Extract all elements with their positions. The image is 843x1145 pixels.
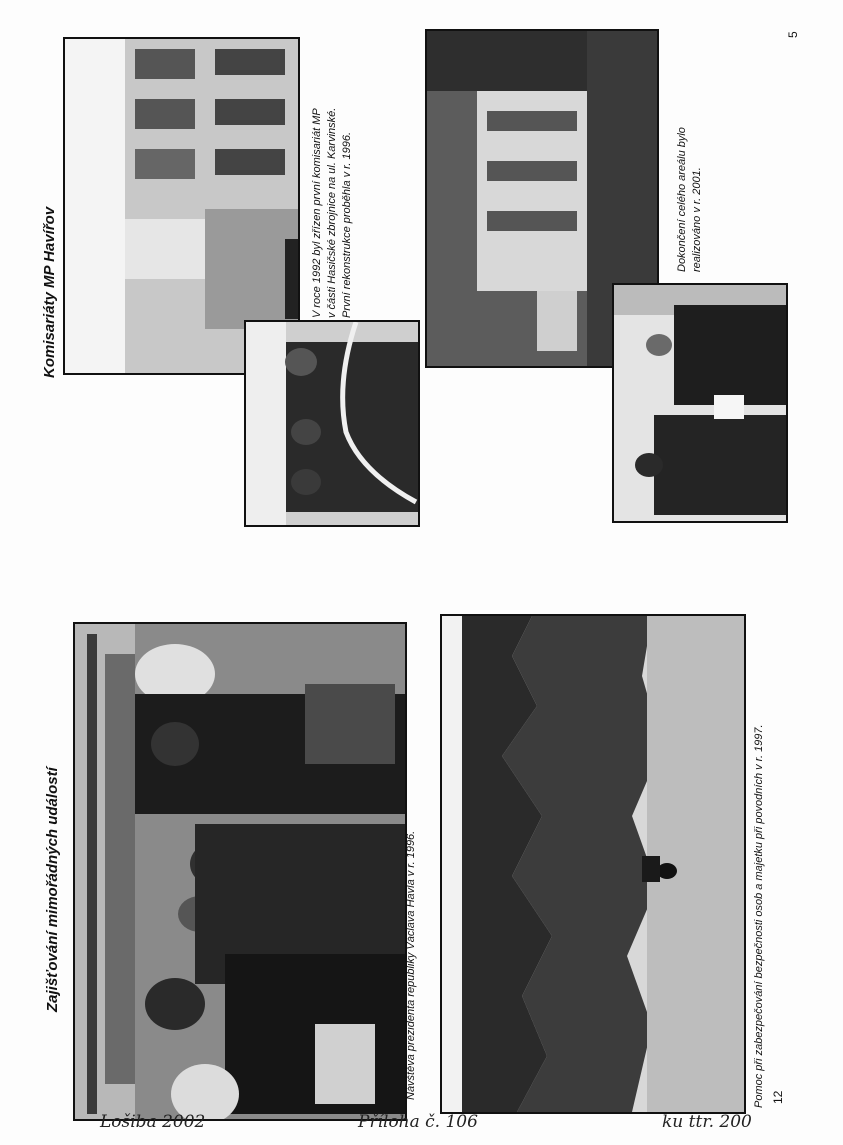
right-page-heading: Komisariáty MP Havířov (41, 206, 58, 378)
photo-president-visit (73, 622, 407, 1121)
caption-complete-complex (675, 127, 705, 272)
photo-inspection (612, 283, 788, 523)
handwritten-note-right: ku ttr. 200 (662, 1112, 752, 1132)
caption-president-visit: Návštěva prezidenta republiky Václava Havla v r. 1996. (405, 830, 417, 1100)
caption-complete-line-1: Dokončení celého areálu bylo (676, 127, 688, 272)
left-page-number: 12 (771, 1090, 785, 1104)
caption-first-line-2: v části Hasičské zbrojnice na ul. Karvinské. (326, 107, 338, 318)
photo-ribbon-cutting (244, 320, 420, 527)
photo-inspection-image (614, 285, 786, 521)
caption-first-line-3: První rekonstrukce proběhla v r. 1996. (341, 131, 353, 318)
handwritten-note-middle: Příloha č. 106 (358, 1112, 478, 1132)
photo-ribbon-cutting-image (246, 322, 418, 525)
caption-flood: Pomoc při zabezpečování bezpečnosti osob a majetku při povodních v r. 1997. (753, 724, 765, 1108)
handwritten-note-left: Lošiba 2002 (100, 1112, 206, 1132)
left-page-heading: Zajišťování mimořádných událostí (44, 767, 61, 1012)
photo-flood-image (442, 616, 744, 1112)
photo-flood (440, 614, 746, 1114)
photo-president-visit-image (75, 624, 405, 1119)
caption-first-commissariat (310, 108, 355, 318)
caption-first-line-1: V roce 1992 byl zřízen první komisariát MP (311, 108, 323, 318)
caption-complete-line-2: realizováno v r. 2001. (691, 167, 703, 272)
right-page-number: 5 (786, 31, 800, 38)
